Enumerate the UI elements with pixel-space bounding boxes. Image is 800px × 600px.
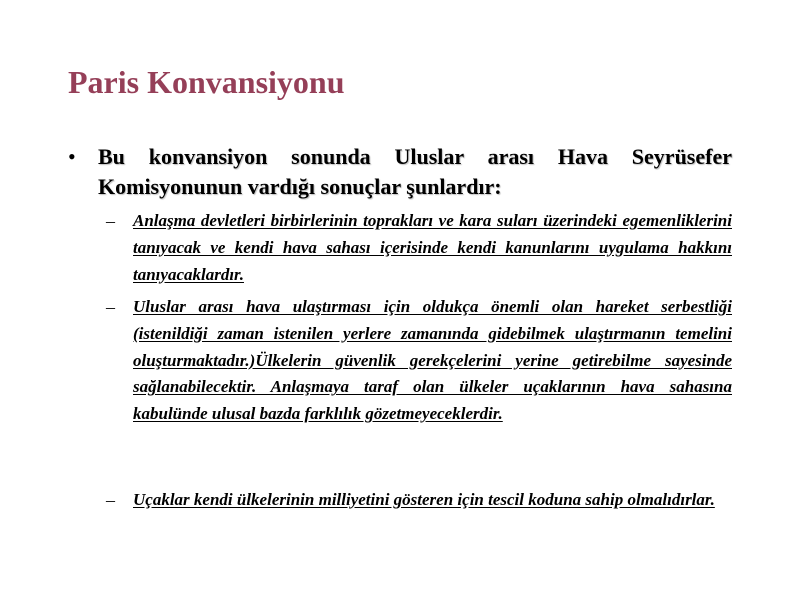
sub-bullet-registration-code: [106, 487, 732, 514]
dash-marker: –: [106, 297, 115, 317]
bullet-marker: •: [68, 144, 76, 169]
sub-bullet-text: Anlaşma devletleri birbirlerinin toprakları ve kara suları üzerindeki egemenliklerini tanıyacak ve kendi hava sahası içerisinde kendi kanunlarını uygulama hakkını tanıyacaklardır.: [133, 211, 732, 284]
main-bullet: [68, 142, 732, 202]
sub-bullet-text: Uluslar arası hava ulaştırması için oldukça önemli olan hareket serbestliği (istenildiği zaman istenilen yerlere zamanında gidebilmek ulaştırmanın temelini oluşturmaktadır.)Ülkelerin güvenlik gerekçelerini yerine getirebilme sayesinde sağlanabilecektir. Anlaşmaya taraf olan ülkeler uçaklarının hava sahasına kabulünde ulusal bazda farklılık gözetmeyeceklerdir.: [133, 297, 732, 424]
dash-marker: –: [106, 490, 115, 510]
slide-title: Paris Konvansiyonu: [68, 64, 345, 100]
dash-marker: –: [106, 211, 115, 231]
sub-bullet-text: Uçaklar kendi ülkelerinin milliyetini gösteren için tescil koduna sahip olmalıdırlar.: [133, 490, 715, 509]
sub-bullet-sovereignty: [106, 208, 732, 288]
main-bullet-text: Bu konvansiyon sonunda Uluslar arası Hava Seyrüsefer Komisyonunun vardığı sonuçlar şunlardır:: [98, 144, 732, 199]
sub-bullet-freedom-of-movement: [106, 294, 732, 428]
